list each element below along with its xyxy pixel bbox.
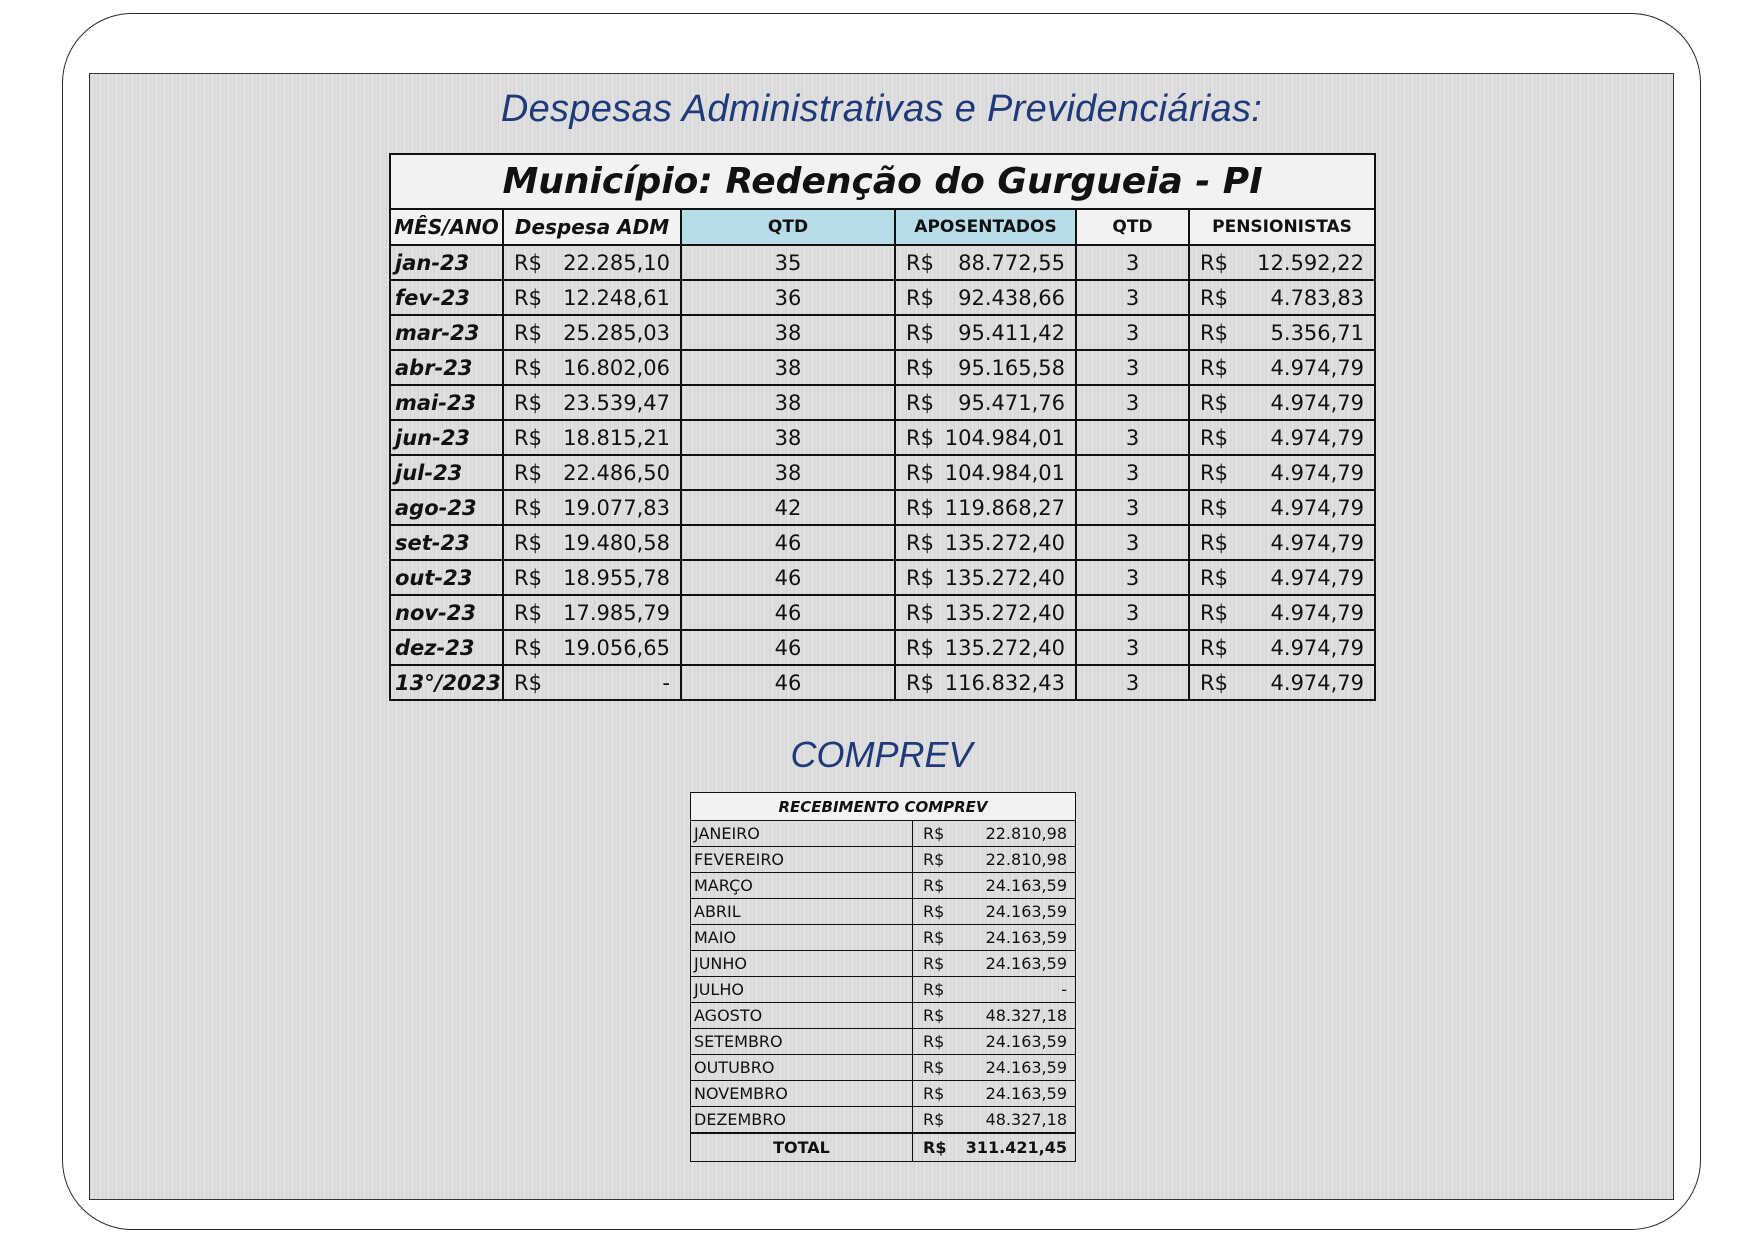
header-qtd-aposentados: QTD bbox=[681, 209, 895, 245]
currency-symbol: R$ bbox=[923, 824, 945, 843]
cell-mes-ano: mar-23 bbox=[390, 315, 503, 350]
cell-despesa-adm bbox=[503, 595, 681, 630]
currency-symbol: R$ bbox=[514, 670, 542, 695]
comprev-row bbox=[691, 1003, 1076, 1029]
currency-symbol: R$ bbox=[1200, 495, 1228, 520]
cell-despesa-adm bbox=[503, 245, 681, 280]
currency-symbol: R$ bbox=[906, 635, 934, 660]
cell-aposentados bbox=[895, 630, 1076, 665]
comprev-row bbox=[691, 847, 1076, 873]
table-row bbox=[390, 385, 1375, 420]
cell-despesa-adm bbox=[503, 630, 681, 665]
currency-symbol: R$ bbox=[906, 600, 934, 625]
cell-qtd-pensionistas: 3 bbox=[1076, 420, 1189, 455]
cell-qtd-aposentados: 46 bbox=[681, 630, 895, 665]
cell-qtd-aposentados: 38 bbox=[681, 420, 895, 455]
currency-symbol: R$ bbox=[923, 876, 945, 895]
comprev-value-cell bbox=[913, 1081, 1076, 1107]
comprev-month: OUTUBRO bbox=[691, 1055, 913, 1081]
value-aposentados: 95.471,76 bbox=[958, 390, 1065, 415]
cell-qtd-pensionistas: 3 bbox=[1076, 595, 1189, 630]
cell-despesa-adm bbox=[503, 420, 681, 455]
cell-despesa-adm bbox=[503, 350, 681, 385]
value-despesa-adm: 16.802,06 bbox=[563, 355, 670, 380]
value-aposentados: 92.438,66 bbox=[958, 285, 1065, 310]
comprev-title: COMPREV bbox=[790, 734, 973, 775]
value-despesa-adm: 22.285,10 bbox=[563, 250, 670, 275]
comprev-row bbox=[691, 977, 1076, 1003]
cell-qtd-aposentados: 38 bbox=[681, 455, 895, 490]
table-row bbox=[390, 315, 1375, 350]
currency-symbol: R$ bbox=[1200, 635, 1228, 660]
cell-mes-ano: nov-23 bbox=[390, 595, 503, 630]
cell-aposentados bbox=[895, 455, 1076, 490]
comprev-month: JANEIRO bbox=[691, 821, 913, 847]
value-pensionistas: 4.974,79 bbox=[1270, 460, 1365, 485]
cell-mes-ano: dez-23 bbox=[390, 630, 503, 665]
cell-mes-ano: jun-23 bbox=[390, 420, 503, 455]
currency-symbol: R$ bbox=[514, 250, 542, 275]
value-despesa-adm: 17.985,79 bbox=[563, 600, 670, 625]
currency-symbol: R$ bbox=[906, 390, 934, 415]
cell-despesa-adm bbox=[503, 490, 681, 525]
comprev-value-cell bbox=[913, 821, 1076, 847]
table-row bbox=[390, 455, 1375, 490]
cell-despesa-adm bbox=[503, 455, 681, 490]
comprev-month: MAIO bbox=[691, 925, 913, 951]
value-pensionistas: 4.974,79 bbox=[1270, 600, 1365, 625]
comprev-table-body bbox=[691, 821, 1076, 1134]
cell-pensionistas bbox=[1189, 595, 1375, 630]
currency-symbol: R$ bbox=[514, 495, 542, 520]
currency-symbol: R$ bbox=[1200, 530, 1228, 555]
currency-symbol: R$ bbox=[1200, 285, 1228, 310]
comprev-value: 22.810,98 bbox=[985, 824, 1067, 843]
cell-mes-ano: out-23 bbox=[390, 560, 503, 595]
cell-aposentados bbox=[895, 560, 1076, 595]
comprev-row bbox=[691, 925, 1076, 951]
value-pensionistas: 5.356,71 bbox=[1270, 320, 1365, 345]
comprev-total-cell bbox=[913, 1133, 1076, 1162]
page-title: Despesas Administrativas e Previdenciárias: bbox=[500, 88, 1263, 130]
cell-qtd-pensionistas: 3 bbox=[1076, 245, 1189, 280]
cell-despesa-adm bbox=[503, 280, 681, 315]
cell-despesa-adm bbox=[503, 560, 681, 595]
comprev-row bbox=[691, 873, 1076, 899]
comprev-month: JUNHO bbox=[691, 951, 913, 977]
comprev-value-cell bbox=[913, 925, 1076, 951]
currency-symbol: R$ bbox=[514, 635, 542, 660]
cell-despesa-adm bbox=[503, 665, 681, 700]
cell-mes-ano: jul-23 bbox=[390, 455, 503, 490]
header-mes-ano: MÊS/ANO bbox=[390, 209, 503, 245]
value-despesa-adm: 22.486,50 bbox=[563, 460, 670, 485]
value-despesa-adm: 23.539,47 bbox=[563, 390, 670, 415]
comprev-value-cell bbox=[913, 1055, 1076, 1081]
value-pensionistas: 4.974,79 bbox=[1270, 565, 1365, 590]
value-despesa-adm: 18.815,21 bbox=[563, 425, 670, 450]
currency-symbol: R$ bbox=[1200, 460, 1228, 485]
comprev-value-cell bbox=[913, 899, 1076, 925]
value-despesa-adm: 12.248,61 bbox=[563, 285, 670, 310]
cell-qtd-pensionistas: 3 bbox=[1076, 315, 1189, 350]
cell-qtd-aposentados: 42 bbox=[681, 490, 895, 525]
table-row bbox=[390, 630, 1375, 665]
comprev-value: 24.163,59 bbox=[985, 876, 1067, 895]
cell-aposentados bbox=[895, 350, 1076, 385]
cell-mes-ano: 13°/2023 bbox=[390, 665, 503, 700]
currency-symbol: R$ bbox=[906, 320, 934, 345]
currency-symbol: R$ bbox=[906, 670, 934, 695]
cell-mes-ano: set-23 bbox=[390, 525, 503, 560]
cell-mes-ano: abr-23 bbox=[390, 350, 503, 385]
header-qtd-pensionistas: QTD bbox=[1076, 209, 1189, 245]
cell-aposentados bbox=[895, 280, 1076, 315]
cell-aposentados bbox=[895, 385, 1076, 420]
currency-symbol: R$ bbox=[906, 285, 934, 310]
value-aposentados: 116.832,43 bbox=[944, 670, 1065, 695]
cell-pensionistas bbox=[1189, 350, 1375, 385]
cell-mes-ano: ago-23 bbox=[390, 490, 503, 525]
comprev-table bbox=[690, 792, 1076, 1162]
currency-symbol: R$ bbox=[923, 1058, 945, 1077]
cell-mes-ano: fev-23 bbox=[390, 280, 503, 315]
value-despesa-adm: 19.056,65 bbox=[563, 635, 670, 660]
currency-symbol: R$ bbox=[923, 1032, 945, 1051]
cell-qtd-aposentados: 46 bbox=[681, 525, 895, 560]
table-row bbox=[390, 490, 1375, 525]
value-aposentados: 104.984,01 bbox=[944, 425, 1065, 450]
comprev-month: SETEMBRO bbox=[691, 1029, 913, 1055]
currency-symbol: R$ bbox=[1200, 250, 1228, 275]
cell-pensionistas bbox=[1189, 280, 1375, 315]
value-aposentados: 104.984,01 bbox=[944, 460, 1065, 485]
cell-qtd-aposentados: 38 bbox=[681, 350, 895, 385]
comprev-header: RECEBIMENTO COMPREV bbox=[691, 793, 1076, 821]
comprev-value: 48.327,18 bbox=[985, 1110, 1067, 1129]
currency-symbol: R$ bbox=[906, 530, 934, 555]
cell-qtd-pensionistas: 3 bbox=[1076, 665, 1189, 700]
currency-symbol: R$ bbox=[514, 460, 542, 485]
currency-symbol: R$ bbox=[906, 460, 934, 485]
comprev-row bbox=[691, 899, 1076, 925]
value-despesa-adm: 18.955,78 bbox=[563, 565, 670, 590]
currency-symbol: R$ bbox=[514, 320, 542, 345]
cell-pensionistas bbox=[1189, 490, 1375, 525]
cell-aposentados bbox=[895, 245, 1076, 280]
comprev-value-cell bbox=[913, 873, 1076, 899]
cell-pensionistas bbox=[1189, 630, 1375, 665]
cell-qtd-pensionistas: 3 bbox=[1076, 280, 1189, 315]
table-row bbox=[390, 560, 1375, 595]
value-aposentados: 135.272,40 bbox=[944, 565, 1065, 590]
currency-symbol: R$ bbox=[514, 565, 542, 590]
currency-symbol: R$ bbox=[906, 565, 934, 590]
currency-symbol: R$ bbox=[514, 600, 542, 625]
cell-despesa-adm bbox=[503, 385, 681, 420]
comprev-row bbox=[691, 821, 1076, 847]
currency-symbol: R$ bbox=[923, 850, 945, 869]
cell-pensionistas bbox=[1189, 455, 1375, 490]
value-aposentados: 135.272,40 bbox=[944, 600, 1065, 625]
currency-symbol: R$ bbox=[1200, 425, 1228, 450]
currency-symbol: R$ bbox=[1200, 320, 1228, 345]
currency-symbol: R$ bbox=[1200, 390, 1228, 415]
currency-symbol: R$ bbox=[1200, 355, 1228, 380]
value-pensionistas: 4.974,79 bbox=[1270, 390, 1365, 415]
currency-symbol: R$ bbox=[514, 355, 542, 380]
cell-aposentados bbox=[895, 595, 1076, 630]
comprev-month: ABRIL bbox=[691, 899, 913, 925]
currency-symbol: R$ bbox=[1200, 670, 1228, 695]
cell-qtd-aposentados: 38 bbox=[681, 385, 895, 420]
despesas-table bbox=[389, 153, 1376, 701]
value-aposentados: 88.772,55 bbox=[958, 250, 1065, 275]
cell-aposentados bbox=[895, 665, 1076, 700]
value-aposentados: 119.868,27 bbox=[944, 495, 1065, 520]
value-despesa-adm: 25.285,03 bbox=[563, 320, 670, 345]
cell-pensionistas bbox=[1189, 245, 1375, 280]
currency-symbol: R$ bbox=[906, 425, 934, 450]
municipio-title: Município: Redenção do Gurgueia - PI bbox=[390, 154, 1375, 209]
cell-qtd-pensionistas: 3 bbox=[1076, 455, 1189, 490]
cell-pensionistas bbox=[1189, 665, 1375, 700]
currency-symbol: R$ bbox=[923, 980, 945, 999]
currency-symbol: R$ bbox=[923, 1138, 947, 1157]
value-aposentados: 135.272,40 bbox=[944, 530, 1065, 555]
comprev-row bbox=[691, 1081, 1076, 1107]
cell-pensionistas bbox=[1189, 385, 1375, 420]
value-aposentados: 95.165,58 bbox=[958, 355, 1065, 380]
currency-symbol: R$ bbox=[906, 250, 934, 275]
currency-symbol: R$ bbox=[923, 954, 945, 973]
cell-qtd-pensionistas: 3 bbox=[1076, 525, 1189, 560]
value-pensionistas: 4.974,79 bbox=[1270, 635, 1365, 660]
table-row bbox=[390, 665, 1375, 700]
cell-aposentados bbox=[895, 525, 1076, 560]
value-pensionistas: 4.974,79 bbox=[1270, 355, 1365, 380]
comprev-row bbox=[691, 1029, 1076, 1055]
value-pensionistas: 4.974,79 bbox=[1270, 530, 1365, 555]
cell-aposentados bbox=[895, 315, 1076, 350]
cell-qtd-aposentados: 46 bbox=[681, 560, 895, 595]
comprev-month: MARÇO bbox=[691, 873, 913, 899]
cell-qtd-pensionistas: 3 bbox=[1076, 560, 1189, 595]
comprev-row bbox=[691, 1055, 1076, 1081]
cell-aposentados bbox=[895, 420, 1076, 455]
comprev-total-value: 311.421,45 bbox=[965, 1138, 1067, 1157]
currency-symbol: R$ bbox=[514, 425, 542, 450]
table-row bbox=[390, 595, 1375, 630]
comprev-month: DEZEMBRO bbox=[691, 1107, 913, 1134]
comprev-row bbox=[691, 951, 1076, 977]
currency-symbol: R$ bbox=[906, 495, 934, 520]
value-aposentados: 135.272,40 bbox=[944, 635, 1065, 660]
value-despesa-adm: 19.077,83 bbox=[563, 495, 670, 520]
comprev-value: 24.163,59 bbox=[985, 928, 1067, 947]
currency-symbol: R$ bbox=[923, 1110, 945, 1129]
cell-qtd-pensionistas: 3 bbox=[1076, 630, 1189, 665]
content-panel bbox=[89, 73, 1674, 1200]
cell-pensionistas bbox=[1189, 420, 1375, 455]
cell-qtd-aposentados: 36 bbox=[681, 280, 895, 315]
cell-qtd-pensionistas: 3 bbox=[1076, 350, 1189, 385]
comprev-value: 48.327,18 bbox=[985, 1006, 1067, 1025]
comprev-total-row bbox=[691, 1133, 1076, 1162]
comprev-month: FEVEREIRO bbox=[691, 847, 913, 873]
comprev-value: 24.163,59 bbox=[985, 1084, 1067, 1103]
cell-pensionistas bbox=[1189, 315, 1375, 350]
comprev-value-cell bbox=[913, 1003, 1076, 1029]
despesas-table-body bbox=[390, 245, 1375, 700]
comprev-value-cell bbox=[913, 847, 1076, 873]
currency-symbol: R$ bbox=[1200, 600, 1228, 625]
cell-mes-ano: mai-23 bbox=[390, 385, 503, 420]
comprev-total-label: TOTAL bbox=[691, 1133, 913, 1162]
currency-symbol: R$ bbox=[923, 902, 945, 921]
table-row bbox=[390, 420, 1375, 455]
cell-qtd-aposentados: 46 bbox=[681, 595, 895, 630]
table-row bbox=[390, 350, 1375, 385]
cell-aposentados bbox=[895, 490, 1076, 525]
comprev-value: 24.163,59 bbox=[985, 1032, 1067, 1051]
comprev-value: 24.163,59 bbox=[985, 902, 1067, 921]
value-pensionistas: 4.974,79 bbox=[1270, 425, 1365, 450]
comprev-row bbox=[691, 1107, 1076, 1134]
currency-symbol: R$ bbox=[923, 1006, 945, 1025]
comprev-value: 24.163,59 bbox=[985, 954, 1067, 973]
value-pensionistas: 4.783,83 bbox=[1270, 285, 1365, 310]
currency-symbol: R$ bbox=[923, 928, 945, 947]
header-despesa-adm: Despesa ADM bbox=[503, 209, 681, 245]
cell-mes-ano: jan-23 bbox=[390, 245, 503, 280]
value-pensionistas: 4.974,79 bbox=[1270, 495, 1365, 520]
currency-symbol: R$ bbox=[514, 390, 542, 415]
value-despesa-adm: 19.480,58 bbox=[563, 530, 670, 555]
cell-qtd-aposentados: 38 bbox=[681, 315, 895, 350]
currency-symbol: R$ bbox=[514, 530, 542, 555]
currency-symbol: R$ bbox=[514, 285, 542, 310]
comprev-month: AGOSTO bbox=[691, 1003, 913, 1029]
comprev-value: - bbox=[1061, 980, 1067, 999]
table-row bbox=[390, 245, 1375, 280]
cell-despesa-adm bbox=[503, 315, 681, 350]
cell-qtd-aposentados: 35 bbox=[681, 245, 895, 280]
table-row bbox=[390, 525, 1375, 560]
header-aposentados: APOSENTADOS bbox=[895, 209, 1076, 245]
comprev-value-cell bbox=[913, 977, 1076, 1003]
value-pensionistas: 4.974,79 bbox=[1270, 670, 1365, 695]
comprev-value: 22.810,98 bbox=[985, 850, 1067, 869]
comprev-value-cell bbox=[913, 1107, 1076, 1134]
comprev-value-cell bbox=[913, 1029, 1076, 1055]
cell-despesa-adm bbox=[503, 525, 681, 560]
cell-pensionistas bbox=[1189, 525, 1375, 560]
value-aposentados: 95.411,42 bbox=[958, 320, 1065, 345]
comprev-value: 24.163,59 bbox=[985, 1058, 1067, 1077]
header-pensionistas: PENSIONISTAS bbox=[1189, 209, 1375, 245]
table-row bbox=[390, 280, 1375, 315]
cell-pensionistas bbox=[1189, 560, 1375, 595]
comprev-month: NOVEMBRO bbox=[691, 1081, 913, 1107]
currency-symbol: R$ bbox=[923, 1084, 945, 1103]
comprev-value-cell bbox=[913, 951, 1076, 977]
cell-qtd-aposentados: 46 bbox=[681, 665, 895, 700]
cell-qtd-pensionistas: 3 bbox=[1076, 490, 1189, 525]
currency-symbol: R$ bbox=[906, 355, 934, 380]
value-pensionistas: 12.592,22 bbox=[1257, 250, 1365, 275]
value-despesa-adm: - bbox=[662, 670, 670, 695]
currency-symbol: R$ bbox=[1200, 565, 1228, 590]
cell-qtd-pensionistas: 3 bbox=[1076, 385, 1189, 420]
comprev-month: JULHO bbox=[691, 977, 913, 1003]
